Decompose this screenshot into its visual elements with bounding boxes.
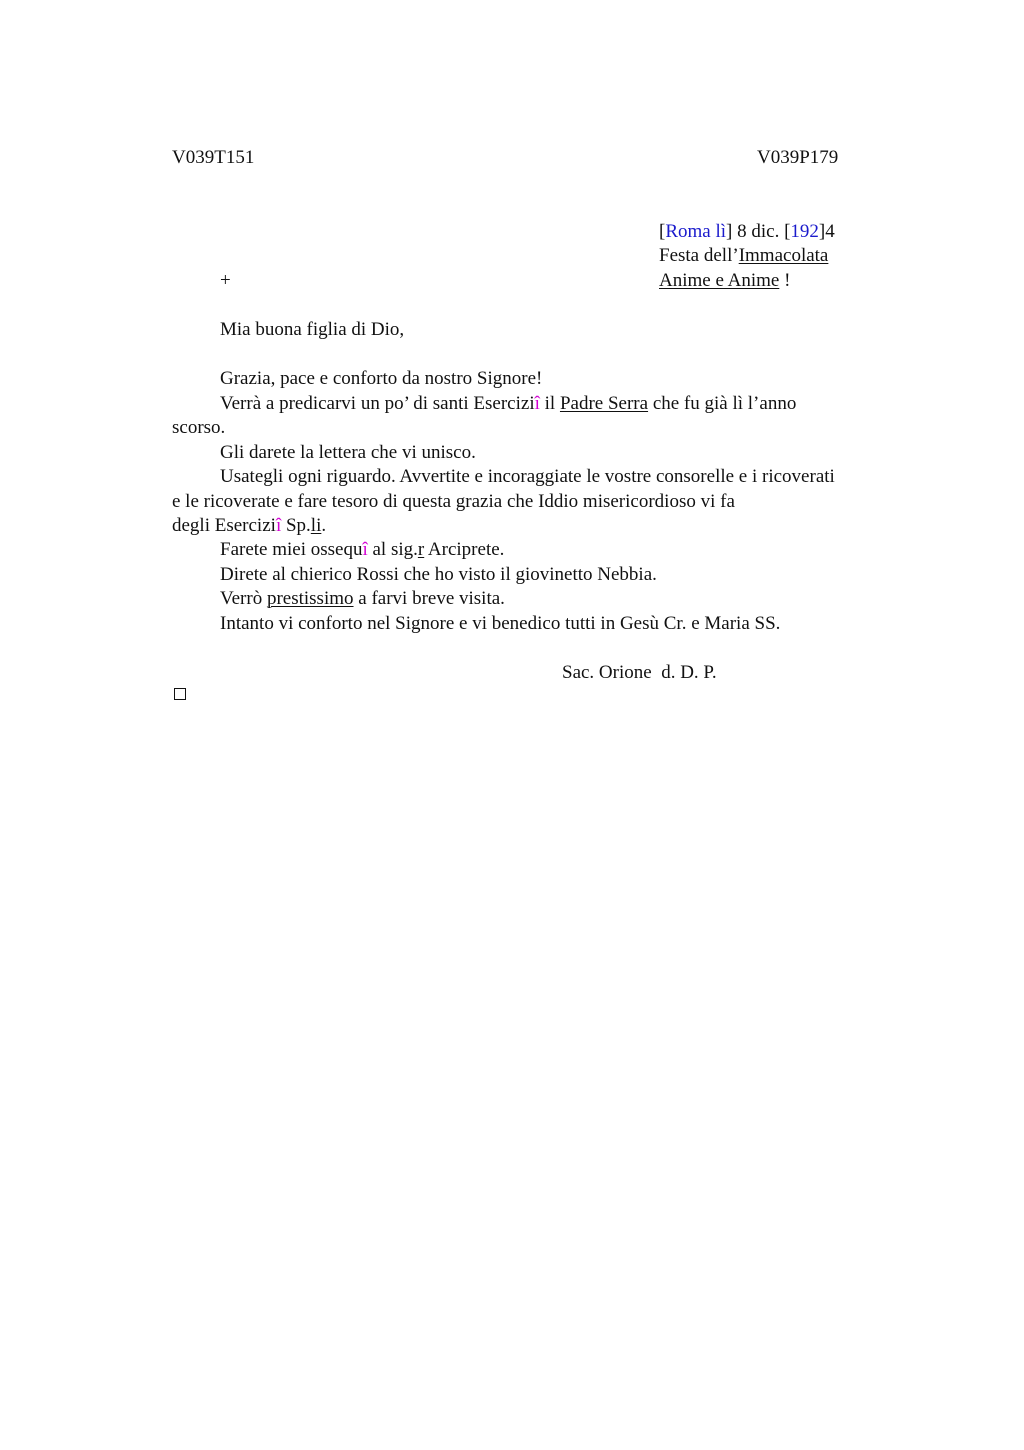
text-run: . xyxy=(321,515,327,536)
body-line: Intanto vi conforto nel Signore e vi benedico tutti in Gesù Cr. e Maria SS. xyxy=(220,613,781,634)
body-line xyxy=(220,538,504,562)
body-line: e le ricoverate e fare tesoro di questa grazia che Iddio misericordioso vi fa xyxy=(172,491,735,512)
document-code-right: V039P179 xyxy=(757,147,839,168)
cross-symbol: + xyxy=(220,270,231,291)
year-suffix: 4 xyxy=(825,221,835,242)
motto-line xyxy=(659,269,790,293)
person-name: Padre Serra xyxy=(559,393,649,414)
dateline xyxy=(659,220,835,244)
text-run: Farete miei ossequ xyxy=(220,539,363,560)
text-run: a farvi breve visita. xyxy=(353,588,505,609)
motto-mark: ! xyxy=(779,270,791,291)
document-code-left: V039T151 xyxy=(172,147,255,168)
text-run: Sp. xyxy=(281,515,311,536)
place-name: Roma lì xyxy=(665,221,727,242)
abbrev-superscript: r xyxy=(417,539,425,560)
bracket: [ xyxy=(784,221,791,242)
feast-prefix: Festa dell’ xyxy=(659,245,739,266)
mark-letter: î xyxy=(275,515,282,536)
body-line xyxy=(172,514,326,538)
bracket: [ xyxy=(659,221,666,242)
body-line xyxy=(220,392,796,416)
body-line: Grazia, pace e conforto da nostro Signore! xyxy=(220,368,543,389)
text-run: degli Esercizi xyxy=(172,515,276,536)
abbrev-superscript: li xyxy=(310,515,322,536)
year-prefix: 192 xyxy=(790,221,819,242)
text-run: che fu già lì l’anno xyxy=(648,393,797,414)
body-line: Gli darete la lettera che vi unisco. xyxy=(220,442,476,463)
bracket: ] xyxy=(818,221,826,242)
bracket: ] xyxy=(726,221,733,242)
greeting: Mia buona figlia di Dio, xyxy=(220,319,405,340)
mark-letter: î xyxy=(534,393,540,414)
text-run: al sig. xyxy=(367,539,418,560)
body-line: Direte al chierico Rossi che ho visto il giovinetto Nebbia. xyxy=(220,564,657,585)
text-run: Arciprete. xyxy=(424,539,505,560)
body-line: scorso. xyxy=(172,417,226,438)
text-run: Verrà a predicarvi un po’ di santi Esercizi xyxy=(220,393,535,414)
emphasized-word: prestissimo xyxy=(266,588,354,609)
feast-name: Immacolata xyxy=(738,245,829,266)
body-line: Usategli ogni riguardo. Avvertite e incoraggiate le vostre consorelle e i ricoverati xyxy=(220,466,835,487)
text-run: Verrò xyxy=(220,588,267,609)
end-marker-icon xyxy=(174,688,186,700)
signature: Sac. Orione d. D. P. xyxy=(562,662,717,683)
body-line xyxy=(220,587,505,611)
mark-letter: î xyxy=(362,539,368,560)
motto: Anime e Anime xyxy=(659,270,780,291)
date-text: 8 dic. xyxy=(732,221,785,242)
feast-line xyxy=(659,244,828,268)
text-run: il xyxy=(539,393,560,414)
